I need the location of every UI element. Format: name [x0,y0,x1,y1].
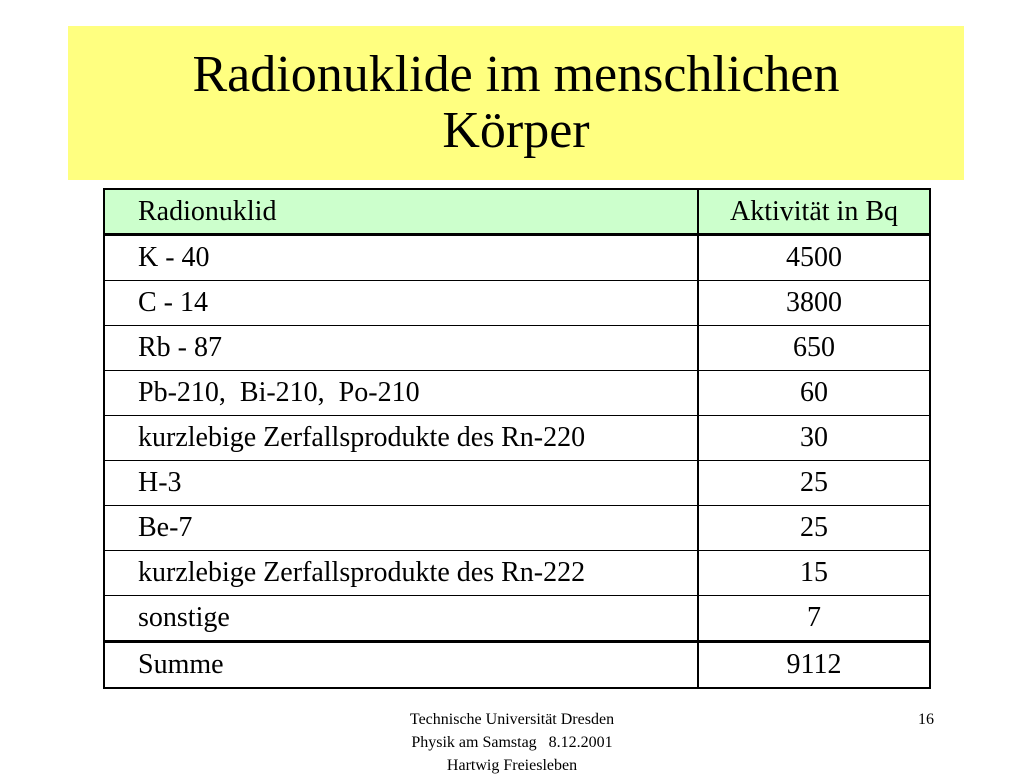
activity-cell: 25 [698,506,930,551]
header-radionuklid: Radionuklid [104,189,698,235]
nuclide-cell: C - 14 [104,281,698,326]
sum-label: Summe [104,642,698,689]
footer-author: Hartwig Freiesleben [446,757,578,774]
table-row [104,416,930,461]
sum-value: 9112 [698,642,930,689]
table-row [104,371,930,416]
activity-cell: 60 [698,371,930,416]
activity-cell: 25 [698,461,930,506]
footer-event: Physik am Samstag 8.12.2001 [411,734,613,751]
footer-institution: Technische Universität Dresden [409,711,615,728]
table-row [104,506,930,551]
nuclide-cell: kurzlebige Zerfallsprodukte des Rn-220 [104,416,698,461]
table-row [104,281,930,326]
nuclide-cell: Pb-210, Bi-210, Po-210 [104,371,698,416]
table-header-row [104,189,930,235]
slide-footer [312,708,712,777]
nuclide-cell: Be-7 [104,506,698,551]
activity-cell: 7 [698,596,930,642]
nuclide-cell: kurzlebige Zerfallsprodukte des Rn-222 [104,551,698,596]
title-banner [68,26,964,180]
radionuclide-table [103,188,931,689]
page-number: 16 [918,711,934,728]
activity-cell: 3800 [698,281,930,326]
nuclide-cell: H-3 [104,461,698,506]
table-row [104,461,930,506]
sum-row [104,642,930,689]
activity-cell: 15 [698,551,930,596]
nuclide-cell: K - 40 [104,235,698,281]
title-line-1: Radionuklide im menschlichen [192,46,840,103]
nuclide-cell: sonstige [104,596,698,642]
table-row [104,235,930,281]
title-line-2: Körper [442,102,590,159]
table-row [104,551,930,596]
activity-cell: 30 [698,416,930,461]
table-row [104,326,930,371]
activity-cell: 650 [698,326,930,371]
activity-cell: 4500 [698,235,930,281]
header-aktivitaet: Aktivität in Bq [698,189,930,235]
table-row [104,596,930,642]
nuclide-cell: Rb - 87 [104,326,698,371]
